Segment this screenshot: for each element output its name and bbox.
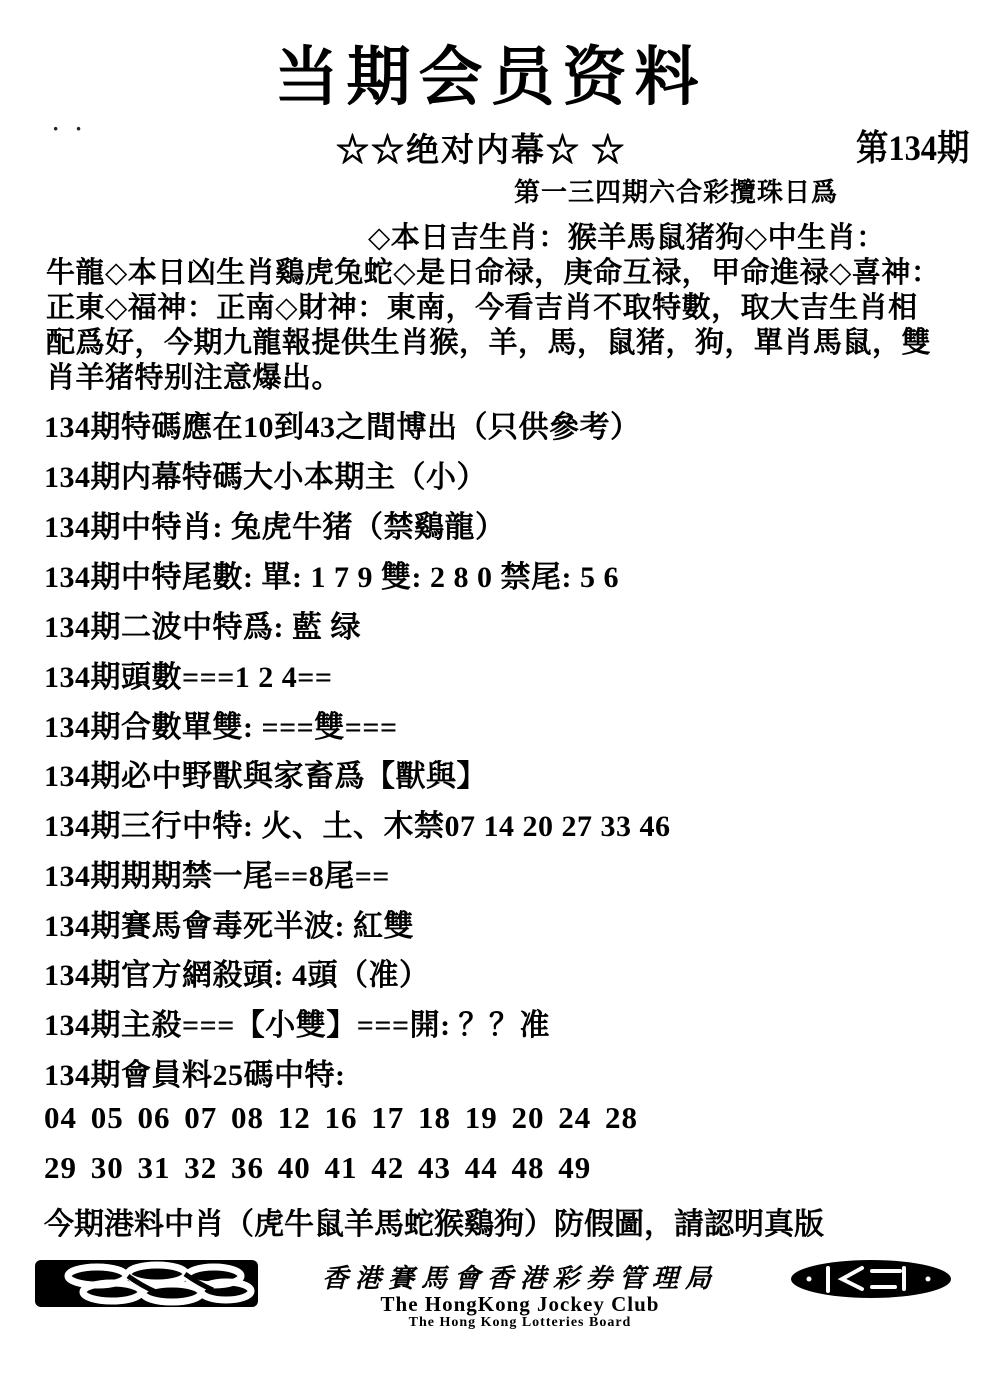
org-name-en: The HongKong Jockey Club — [380, 1292, 660, 1316]
stray-dots: · · — [52, 116, 88, 141]
info-line-banned-tail: 134期期期禁一尾==8尾== — [44, 860, 390, 893]
intro-line: 肖羊猪特别注意爆出。 — [46, 362, 342, 394]
info-line-color-waves: 134期二波中特爲: 藍 绿 — [44, 611, 361, 644]
oval-stamp-icon — [788, 1258, 954, 1307]
info-line-member-25: 134期會員料25碼中特: — [44, 1059, 346, 1092]
footer-organization — [290, 1258, 750, 1331]
intro-line: 配爲好，今期九龍報提供生肖猴，羊，馬，鼠猪，狗，單肖馬鼠，雙 — [46, 327, 932, 359]
intro-line: 牛龍◇本日凶生肖鷄虎兔蛇◇是日命禄，庚命互禄，甲命進禄◇喜神： — [46, 257, 941, 289]
intro-line: ◇本日吉生肖：猴羊馬鼠猪狗◇中生肖： — [368, 222, 886, 254]
numbers-row-2: 29 30 31 32 36 40 41 42 43 44 48 49 — [44, 1150, 592, 1185]
org-name-en-small: The Hong Kong Lotteries Board — [408, 1315, 632, 1330]
issue-number: 第134期 — [856, 128, 970, 168]
page-title: 当期会员资料 — [274, 42, 707, 113]
hkjc-logo-icon — [35, 1260, 258, 1312]
org-name-cn: 香港賽馬會香港彩券管理局 — [321, 1264, 718, 1293]
info-line-zodiac: 134期中特肖: 兔虎牛猪（禁鷄龍） — [44, 511, 506, 544]
draw-date-line: 第一三四期六合彩攬珠日爲 — [514, 178, 839, 207]
info-line-kill-head: 134期官方網殺頭: 4頭（准） — [44, 959, 430, 992]
info-line-elements: 134期三行中特: 火、土、木禁07 14 20 27 33 46 — [44, 810, 671, 843]
numbers-row-1: 04 05 06 07 08 12 16 17 18 19 20 24 28 — [44, 1100, 638, 1135]
intro-line: 正東◇福神：正南◇財神：東南，今看吉肖不取特數，取大吉生肖相 — [46, 292, 918, 324]
subtitle-stars: ☆☆绝对内幕☆ ☆ — [336, 133, 627, 169]
info-line-sum-parity: 134期合數單雙: ===雙=== — [44, 711, 398, 744]
info-line-main-kill: 134期主殺===【小雙】===開: ？？准 — [44, 1009, 551, 1042]
anti-fake-note: 今期港料中肖（虎牛鼠羊馬蛇猴鷄狗）防假圖，請認明真版 — [44, 1208, 824, 1241]
info-line-head-numbers: 134期頭數===1 2 4== — [44, 661, 333, 694]
info-line-big-small: 134期内幕特碼大小本期主（小） — [44, 461, 487, 494]
info-line-special-range: 134期特碼應在10到43之間博出（只供參考） — [44, 411, 641, 444]
info-line-tail-numbers: 134期中特尾數: 單: 1 7 9 雙: 2 8 0 禁尾: 5 6 — [44, 561, 619, 594]
info-line-half-wave: 134期賽馬會毒死半波: 紅雙 — [44, 910, 414, 943]
info-line-beast: 134期必中野獸與家畜爲【獸與】 — [44, 760, 487, 793]
